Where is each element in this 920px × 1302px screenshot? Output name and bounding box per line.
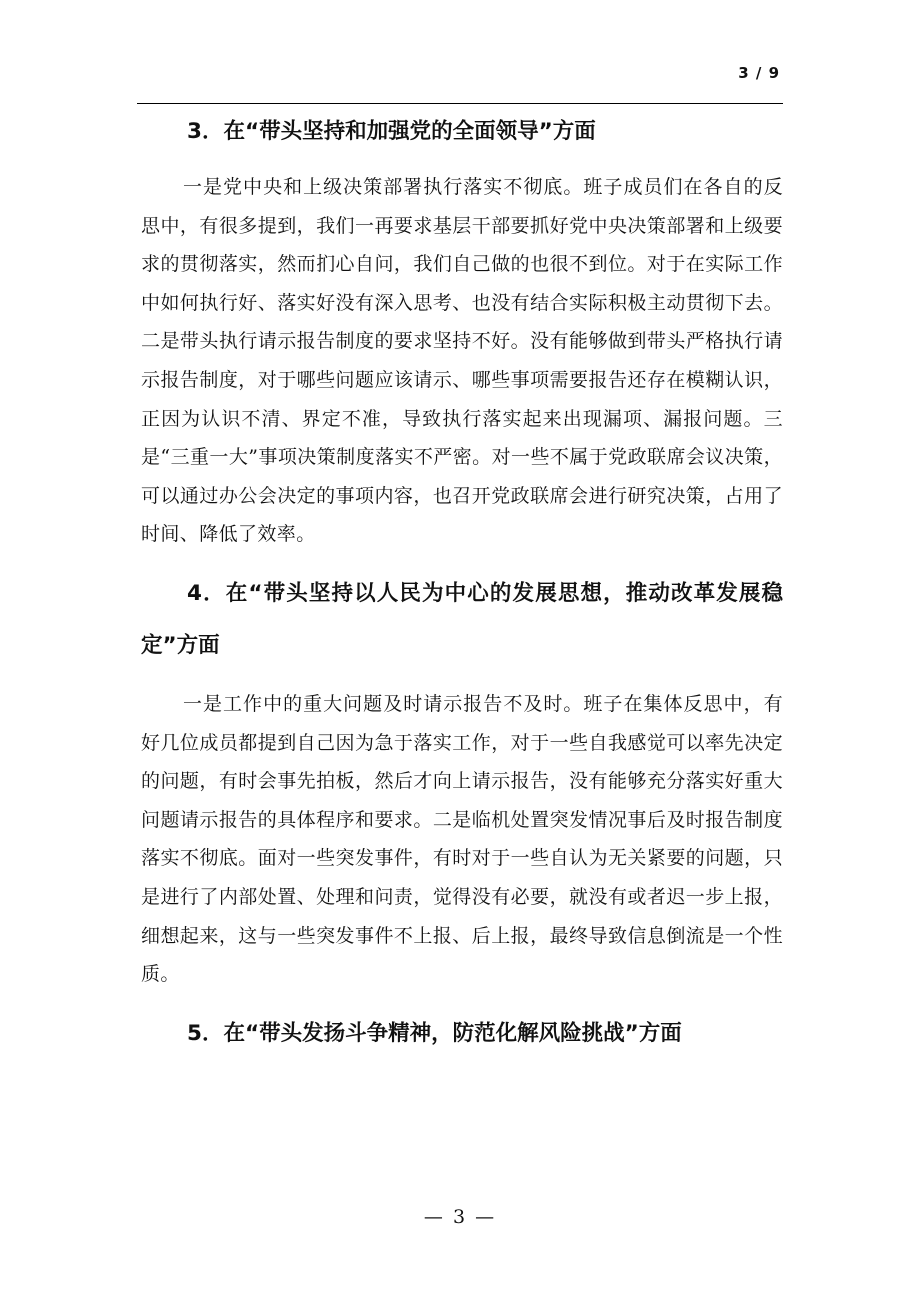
header-divider — [137, 103, 783, 104]
page-indicator: 3 / 9 — [738, 64, 780, 82]
section-4-heading: 4．在“带头坚持以人民为中心的发展思想，推动改革发展稳定”方面 — [141, 580, 783, 658]
document-body — [141, 106, 783, 1060]
section-3-paragraph: 一是党中央和上级决策部署执行落实不彻底。班子成员们在各自的反思中，有很多提到，我们一再要求基层干部要抓好党中央决策部署和上级要求的贯彻落实，然而扪心自问，我们自己做的也很不到位。对于在实际工作中如何执行好、落实好没有深入思考、也没有结合实际积极主动贯彻下去。二是带头执行请示报告制度的要求坚持不好。没有能够做到带头严格执行请示报告制度，对于哪些问题应该请示、哪些事项需要报告还存在模糊认识，正因为认识不清、界定不准，导致执行落实起来出现漏项、漏报问题。三是“三重一大”事项决策制度落实不严密。对一些不属于党政联席会议决策，可以通过办公会决定的事项内容，也召开党政联席会进行研究决策，占用了时间、降低了效率。 — [141, 176, 783, 546]
section-4-paragraph: 一是工作中的重大问题及时请示报告不及时。班子在集体反思中，有好几位成员都提到自己因为急于落实工作，对于一些自我感觉可以率先决定的问题，有时会事先拍板，然后才向上请示报告，没有能够充分落实好重大问题请示报告的具体程序和要求。二是临机处置突发情况事后及时报告制度落实不彻底。面对一些突发事件，有时对于一些自认为无关紧要的问题，只是进行了内部处置、处理和问责，觉得没有必要，就没有或者迟一步上报，细想起来，这与一些突发事件不上报、后上报，最终导致信息倒流是一个性质。 — [141, 692, 783, 986]
footer-page-number: — 3 — — [423, 1206, 497, 1228]
section-5-heading: 5．在“带头发扬斗争精神，防范化解风险挑战”方面 — [187, 1020, 682, 1046]
section-3-heading: 3．在“带头坚持和加强党的全面领导”方面 — [187, 119, 596, 144]
